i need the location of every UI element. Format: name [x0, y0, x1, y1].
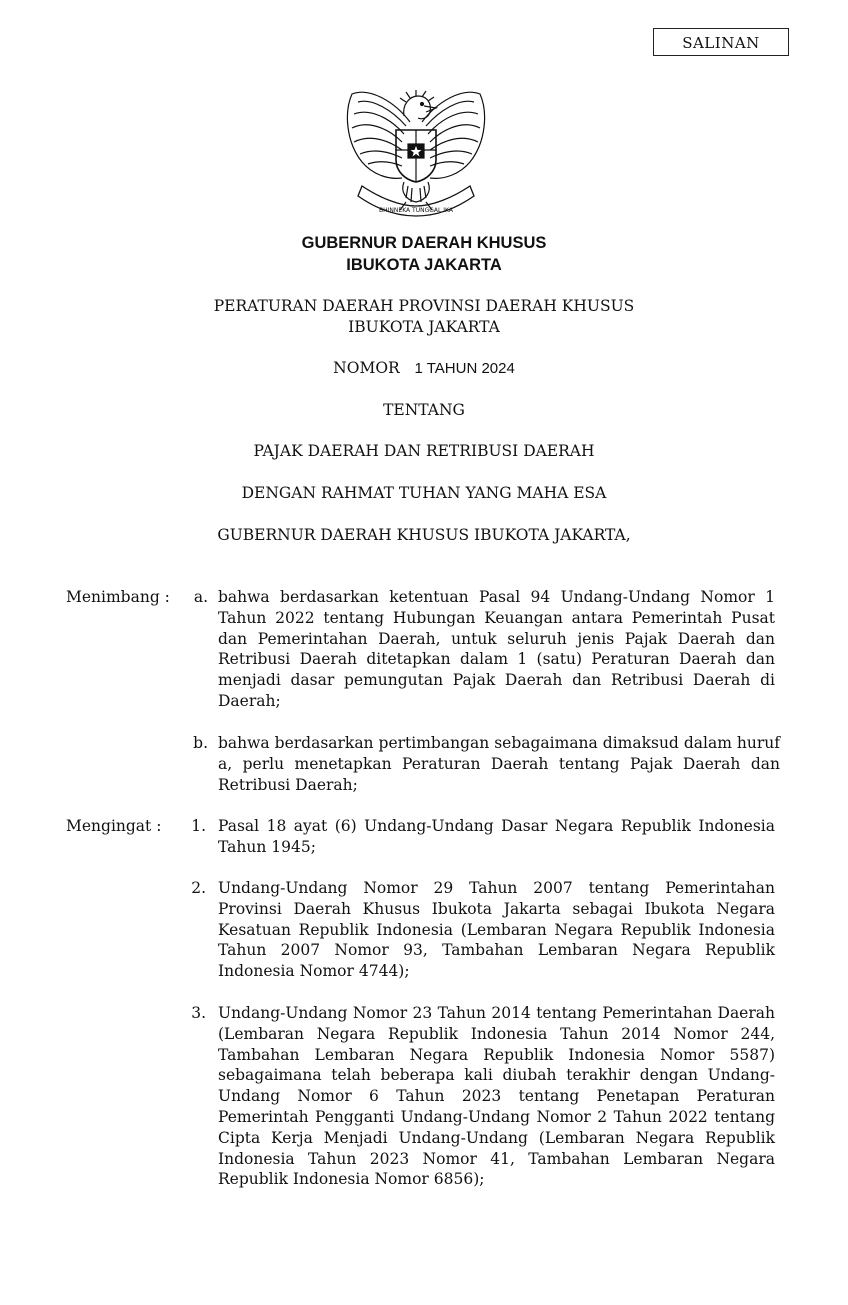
regulation-title-line2: IBUKOTA JAKARTA: [348, 318, 500, 336]
mengingat-item-1: Pasal 18 ayat (6) Undang-Undang Dasar Negara Republik Indonesia Tahun 1945;: [218, 817, 775, 856]
garuda-emblem-icon: [340, 82, 492, 224]
mengingat-label: Mengingat :: [66, 817, 162, 835]
nomor-value: 1 TAHUN 2024: [414, 360, 515, 377]
menimbang-label: Menimbang :: [66, 588, 170, 606]
governor-full-line: GUBERNUR DAERAH KHUSUS IBUKOTA JAKARTA,: [217, 526, 631, 544]
salinan-stamp: SALINAN: [653, 28, 789, 56]
mengingat-item-2: Undang-Undang Nomor 29 Tahun 2007 tentang Pemerintahan Provinsi Daerah Khusus Ibukota Jakarta sebagai Ibukota Negara Kesatuan Republik Indonesia (Lembaran Negara Republik Indonesia Tahun 2007 Nomor 93, Tambahan Lembaran Negara Republik Indonesia Nomor 4744);: [218, 879, 775, 981]
regulation-title-line1: PERATURAN DAERAH PROVINSI DAERAH KHUSUS: [213, 297, 635, 315]
menimbang-marker-a: a.: [193, 588, 208, 606]
mengingat-item-3: Undang-Undang Nomor 23 Tahun 2014 tentang Pemerintahan Daerah (Lembaran Negara Republik Indonesia Tahun 2014 Nomor 244, Tambahan Lembaran Negara Republik Indonesia Nomor 5587) sebagaimana telah beberapa kali diubah terakhir dengan Undang-Undang Nomor 6 Tahun 2023 tentang Penetapan Peraturan Pemerintah Pengganti Undang-Undang Nomor 2 Tahun 2022 tentang Cipta Kerja Menjadi Undang-Undang (Lembaran Negara Republik Indonesia Tahun 2023 Nomor 41, Tambahan Lembaran Negara Republik Indonesia Nomor 6856);: [218, 1004, 775, 1189]
nomor-label: NOMOR: [333, 359, 400, 377]
mengingat-marker-2: 2.: [191, 879, 206, 897]
governor-title-line2: IBUKOTA JAKARTA: [346, 256, 502, 274]
governor-title-line1: GUBERNUR DAERAH KHUSUS: [301, 234, 547, 252]
regulation-number: [0, 358, 848, 379]
tentang-label: TENTANG: [383, 401, 465, 419]
rahmat-line: DENGAN RAHMAT TUHAN YANG MAHA ESA: [241, 484, 607, 502]
menimbang-item-b: bahwa berdasarkan pertimbangan sebagaimana dimaksud dalam huruf a, perlu menetapkan Peraturan Daerah tentang Pajak Daerah dan Retribusi Daerah;: [218, 734, 780, 794]
mengingat-marker-1: 1.: [191, 817, 206, 835]
regulation-subject: PAJAK DAERAH DAN RETRIBUSI DAERAH: [253, 442, 595, 460]
emblem-motto: BHINNEKA TUNGGAL IKA: [379, 207, 453, 214]
mengingat-marker-3: 3.: [191, 1004, 206, 1022]
menimbang-marker-b: b.: [193, 734, 208, 752]
menimbang-item-a: bahwa berdasarkan ketentuan Pasal 94 Undang-Undang Nomor 1 Tahun 2022 tentang Hubungan Keuangan antara Pemerintah Pusat dan Pemerintahan Daerah, untuk seluruh jenis Pajak Daerah dan Retribusi Daerah ditetapkan dalam 1 (satu) Peraturan Daerah dan menjadi dasar pemungutan Pajak Daerah dan Retribusi Daerah di Daerah;: [218, 588, 775, 710]
